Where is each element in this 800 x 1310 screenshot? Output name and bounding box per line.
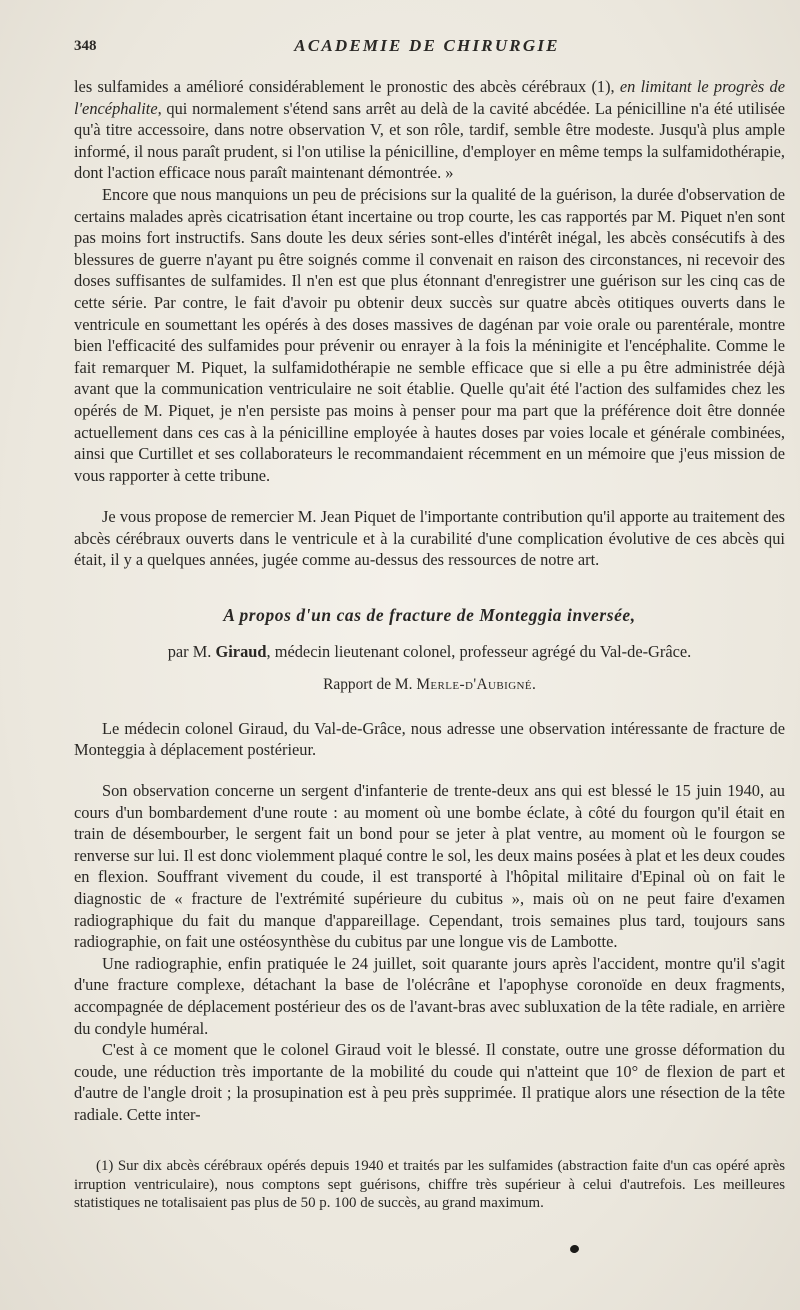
- report-suffix: .: [532, 676, 536, 694]
- main-text: [74, 76, 785, 1126]
- paragraph-2: Encore que nous manquions un peu de précisions sur la qualité de la guérison, la durée d'observation de certains malades après cicatrisation étant incertaine ou trop courte, les cas rapportés par M. Piquet n'en sont pas moins fort instructifs. Sans doute les deux séries sont-elles d'intérêt inégal, les abcès consécutifs à des blessures de guerre n'ayant pu être soignés comme il convenait en raison des circonstances, ni recevoir des doses suffisantes de sulfamides. Il n'en est que plus étonnant d'enregistrer une guérison sur les cinq cas de cette série. Par contre, le fait d'avoir pu obtenir deux succès sur quatre abcès otitiques ouverts dans le ventricule en soumettant les opérés à des doses massives de dagénan par voie orale ou parentérale, montre bien l'efficacité des sulfamides pour prévenir ou enrayer à la fois la méninigite et l'encéphalite. Comme le fait remarquer M. Piquet, la sulfamidothérapie ne semble efficace que si elle a pu être administrée déjà avant que la communication ventriculaire ne soit établie. Quelle qu'ait été l'action des sulfamides chez les opérés de M. Piquet, je n'en persiste pas moins à penser pour ma part que la préférence doit être donnée actuellement dans ces cas à la pénicilline employée à hautes doses par voies locale et générale combinées, ainsi que Curtillet et ses collaborateurs le recommandaient récemment en un mémoire que j'eus mission de vous rapporter à cette tribune.: [74, 184, 785, 485]
- paragraph-1-italic: en limitant le progrès de l'encéphalite: [74, 77, 785, 118]
- paragraph-1-text-c: , qui normalement s'étend sans arrêt au delà de la cavité abcédée. La pénicilline n'a été utilisée qu'à titre accessoire, dans notre observation V, et son rôle, tardif, semble être modeste. Jusqu'à plus ample informé, il nous paraît prudent, si l'on utilise la pénicilline, d'employer en même temps la sulfamidothérapie, dont l'action efficace nous paraît maintenant démontrée. »: [74, 98, 785, 183]
- footnote-text: (1) Sur dix abcès cérébraux opérés depuis 1940 et traités par les sulfamides (abstraction faite d'un cas opéré après irruption ventriculaire), nous comptons sept guérisons, chiffre très supérieur à celui d'autrefois. Les meilleures statistiques ne totalisaient pas plus de 50 p. 100 de succès, au grand maximum.: [74, 1158, 785, 1212]
- report-line: [74, 674, 785, 696]
- page-header: [74, 38, 780, 60]
- article-title: A propos d'un cas de fracture de Monteggia inversée,: [223, 605, 636, 626]
- author-name: Giraud: [215, 641, 267, 661]
- paragraph-5: Son observation concerne un sergent d'infanterie de trente-deux ans qui est blessé le 15 juin 1940, au cours d'un bombardement d'une route : au moment où une bombe éclate, à côté du fourgon qu'il était en train de désembourber, le sergent fait un bond pour se jeter à plat ventre, au moment où le fourgon se renverse sur lui. Il est donc violemment plaqué contre le sol, les deux mains posées à plat et les deux coudes en flexion. Souffrant vivement du coude, il est transporté à l'hôpital militaire d'Epinal où on fait le diagnostic de « fracture de l'extrémité supérieure du cubitus », mais où on ne peut faire d'examen radiographique du fait du manque d'appareillage. Cependant, trois semaines plus tard, toujours sans radiographie, on fait une ostéosynthèse du cubitus par une longue vis de Lambotte.: [74, 781, 785, 952]
- article-byline: [74, 641, 785, 663]
- paragraph-1: [74, 76, 785, 184]
- paragraph-6: Une radiographie, enfin pratiquée le 24 juillet, soit quarante jours après l'accident, montre qu'il s'agit d'une fracture complexe, détachant la base de l'olécrâne et l'apophyse coronoïde en deux fragments, accompagnée de déplacement postérieur des os de l'avant-bras avec subluxation de la tête radiale, en arrière du condyle huméral.: [74, 953, 785, 1038]
- byline-suffix: , médecin lieutenant colonel, professeur agrégé du Val-de-Grâce.: [266, 641, 692, 661]
- paragraph-4: Le médecin colonel Giraud, du Val-de-Grâce, nous adresse une observation intéressante de fracture de Monteggia à déplacement postérieur.: [74, 718, 785, 760]
- running-title: ACADEMIE DE CHIRURGIE: [294, 36, 560, 55]
- byline-prefix: par M.: [167, 641, 216, 661]
- ink-dot-mark: [569, 1244, 580, 1254]
- reporter-name: Merle-d'Aubigné: [416, 676, 532, 694]
- footnote: [74, 1157, 785, 1213]
- paragraph-1-text-a: les sulfamides a amélioré considérablement le pronostic des abcès cérébraux (1),: [74, 77, 620, 96]
- page-number: 348: [74, 38, 97, 54]
- paragraph-7: C'est à ce moment que le colonel Giraud voit le blessé. Il constate, outre une grosse déformation du coude, une réduction très importante de la mobilité du coude qui n'atteint que 10° de flexion de part et d'autre de l'angle droit ; la prosupination est à peu près supprimée. Il pratique alors une résection de la tête radiale. Cette inter-: [74, 1040, 785, 1124]
- report-prefix: Rapport de M.: [323, 676, 417, 694]
- paragraph-3: Je vous propose de remercier M. Jean Piquet de l'importante contribution qu'il apporte au traitement des abcès cérébraux ouverts dans le ventricule et à la curabilité d'une complication évolutive de ces abcès qui était, il y a quelques années, jugée comme au-dessus des ressources de notre art.: [74, 507, 785, 570]
